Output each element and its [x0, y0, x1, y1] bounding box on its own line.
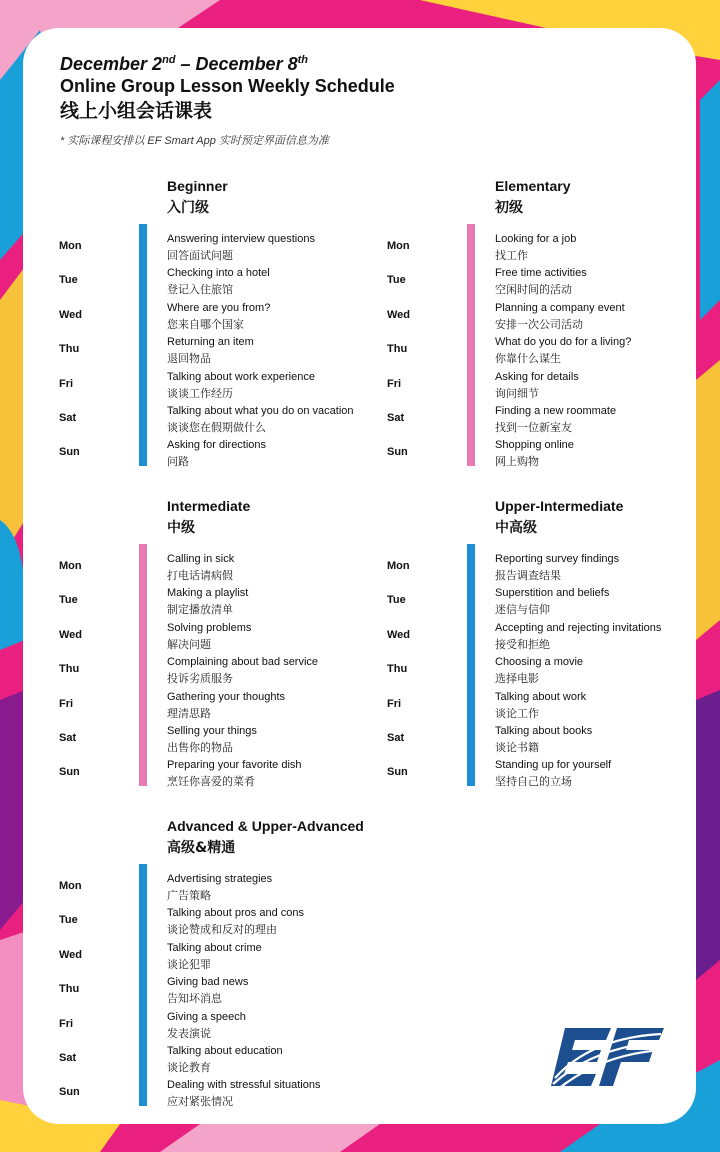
lesson-title-cn: 烹饪你喜爱的菜肴 — [167, 775, 255, 789]
day-label: Sat — [387, 732, 405, 744]
day-label: Mon — [59, 880, 82, 892]
day-label: Sat — [59, 412, 77, 424]
lesson-title-cn: 广告策略 — [167, 889, 211, 902]
schedule-card — [23, 28, 696, 1124]
day-label: Thu — [387, 663, 408, 676]
lesson-title: Talking about what you do on vacation — [167, 405, 354, 417]
lesson-title-cn: 退回物品 — [167, 352, 211, 366]
page-title: Online Group Lesson Weekly Schedule — [60, 76, 395, 96]
day-label: Thu — [387, 343, 408, 356]
level-title-cn: 初级 — [495, 200, 523, 216]
lesson-title-cn: 迷信与信仰 — [495, 603, 550, 617]
lesson-title: Advertising strategies — [167, 873, 273, 885]
lesson-row — [387, 553, 696, 587]
lesson-row — [59, 759, 379, 793]
lesson-title-cn: 打电话请病假 — [167, 569, 233, 582]
lesson-title-cn: 网上购物 — [495, 455, 539, 469]
lesson-title: Complaining about bad service — [167, 656, 319, 669]
lesson-row — [59, 405, 379, 439]
lesson-title-cn: 告知坏消息 — [167, 992, 222, 1006]
lesson-title: Looking for a job — [495, 233, 577, 245]
lesson-title: Talking about work — [495, 690, 587, 703]
level-title: Upper-Intermediate — [495, 498, 624, 514]
lesson-title: Talking about books — [495, 725, 593, 737]
day-label: Thu — [59, 343, 80, 356]
lesson-title-cn: 谈论书籍 — [495, 741, 539, 754]
lesson-row — [59, 725, 379, 759]
day-label: Sun — [59, 1086, 80, 1099]
lesson-title-cn: 理清思路 — [167, 706, 211, 720]
level-title-cn: 中级 — [167, 520, 195, 536]
lesson-title: Finding a new roommate — [495, 405, 617, 417]
lesson-title-cn: 投诉劣质服务 — [167, 672, 233, 686]
day-label: Sat — [59, 732, 77, 744]
lesson-row — [387, 439, 696, 473]
lesson-title-cn: 谈谈工作经历 — [167, 386, 233, 400]
day-label: Mon — [59, 560, 82, 572]
lesson-title-cn: 谈论工作 — [495, 706, 539, 720]
lesson-title: Selling your things — [167, 725, 257, 737]
level-title-cn: 高级&精通 — [167, 840, 236, 856]
lesson-title: Talking about work experience — [167, 370, 315, 383]
level-title: Beginner — [167, 178, 228, 194]
lesson-row — [59, 553, 379, 587]
lesson-row — [59, 302, 379, 336]
day-label: Wed — [387, 308, 411, 321]
day-label: Sat — [59, 1052, 77, 1064]
level-title-cn: 入门级 — [167, 200, 209, 216]
lesson-row — [387, 267, 696, 301]
lesson-row — [59, 907, 379, 941]
day-label: Tue — [59, 914, 78, 927]
lesson-title-cn: 空闲时间的活动 — [495, 283, 572, 297]
lesson-title: Making a playlist — [167, 587, 249, 600]
day-label: Sun — [59, 446, 80, 459]
lesson-title: Free time activities — [495, 267, 587, 280]
level-title: Intermediate — [167, 498, 251, 514]
lesson-row — [59, 873, 379, 907]
lesson-title: Calling in sick — [167, 553, 235, 565]
lesson-row — [59, 976, 379, 1010]
lesson-title: Superstition and beliefs — [495, 587, 610, 600]
lesson-title: Preparing your favorite dish — [167, 759, 302, 772]
lesson-row — [387, 691, 696, 725]
lesson-title-cn: 谈论教育 — [167, 1061, 211, 1074]
day-label: Wed — [59, 948, 83, 961]
lesson-title: Talking about crime — [167, 941, 262, 954]
day-label: Sun — [59, 766, 80, 779]
lesson-row — [387, 587, 696, 621]
lesson-title-cn: 接受和拒绝 — [495, 637, 550, 651]
lesson-title-cn: 登记入住旅馆 — [167, 283, 233, 297]
day-label: Sun — [387, 446, 408, 459]
lesson-row — [59, 622, 379, 656]
day-label: Tue — [387, 274, 406, 287]
day-label: Tue — [59, 274, 78, 287]
page-title-cn: 线上小组会话课表 — [60, 100, 213, 122]
lesson-title-cn: 解决问题 — [167, 637, 211, 651]
level-title: Elementary — [495, 178, 571, 194]
lesson-title-cn: 发表演说 — [167, 1026, 211, 1040]
day-label: Mon — [387, 240, 410, 252]
lesson-title: Asking for details — [495, 370, 579, 383]
lesson-row — [59, 1079, 379, 1113]
level-title: Advanced & Upper-Advanced — [167, 818, 364, 834]
ef-logo-icon — [551, 1028, 664, 1096]
lesson-title: Accepting and rejecting invitations — [495, 621, 662, 634]
lesson-title-cn: 找到一位新室友 — [495, 421, 572, 434]
date-range: December 2nd – December 8th — [60, 54, 308, 74]
lesson-title: Checking into a hotel — [167, 267, 270, 280]
lesson-row — [59, 942, 379, 976]
lesson-row — [59, 233, 379, 267]
lesson-title: Giving a speech — [167, 1010, 246, 1023]
lesson-title-cn: 制定播放清单 — [167, 603, 233, 617]
lesson-title: Giving bad news — [167, 976, 249, 989]
lesson-row — [387, 371, 696, 405]
day-label: Thu — [59, 983, 80, 996]
lesson-row — [387, 725, 696, 759]
day-label: Sun — [387, 766, 408, 779]
lesson-title: Standing up for yourself — [495, 759, 612, 772]
lesson-title-cn: 询问细节 — [495, 386, 539, 400]
lesson-title-cn: 应对紧张情况 — [167, 1095, 233, 1109]
lesson-title: Talking about pros and cons — [167, 907, 304, 920]
day-label: Fri — [59, 377, 74, 390]
lesson-row — [59, 336, 379, 370]
day-label: Sat — [387, 412, 405, 424]
lesson-title-cn: 坚持自己的立场 — [495, 775, 572, 789]
lesson-row — [387, 233, 696, 267]
lesson-row — [59, 1011, 379, 1045]
day-label: Fri — [387, 697, 402, 710]
day-label: Fri — [59, 1017, 74, 1030]
lesson-title: Talking about education — [167, 1045, 283, 1057]
lesson-row — [387, 405, 696, 439]
lesson-row — [59, 1045, 379, 1079]
lesson-title-cn: 选择电影 — [495, 672, 539, 686]
disclaimer-note: * 实际课程安排以 EF Smart App 实时预定界面信息为准 — [60, 135, 329, 147]
day-label: Tue — [387, 594, 406, 607]
lesson-row — [59, 691, 379, 725]
lesson-title: Solving problems — [167, 621, 252, 634]
lesson-title-cn: 你靠什么谋生 — [495, 352, 561, 366]
day-label: Mon — [387, 560, 410, 572]
lesson-row — [59, 439, 379, 473]
lesson-title: Returning an item — [167, 336, 254, 349]
lesson-title-cn: 您来自哪个国家 — [167, 317, 244, 331]
lesson-row — [387, 759, 696, 793]
lesson-title-cn: 回答面试问题 — [167, 249, 233, 262]
lesson-title-cn: 谈论赞成和反对的理由 — [167, 923, 277, 937]
lesson-row — [59, 267, 379, 301]
lesson-title: Asking for directions — [167, 439, 267, 452]
day-label: Tue — [59, 594, 78, 607]
lesson-title-cn: 出售你的物品 — [167, 741, 233, 754]
lesson-title: Reporting survey findings — [495, 553, 620, 565]
lesson-row — [387, 622, 696, 656]
lesson-title-cn: 报告调查结果 — [495, 569, 561, 582]
lesson-row — [387, 336, 696, 370]
lesson-row — [387, 656, 696, 690]
lesson-row — [59, 371, 379, 405]
lesson-title-cn: 找工作 — [495, 249, 528, 262]
lesson-title-cn: 安排一次公司活动 — [495, 317, 583, 331]
day-label: Wed — [59, 628, 83, 641]
day-label: Wed — [59, 308, 83, 321]
lesson-title: Shopping online — [495, 439, 574, 452]
lesson-row — [59, 587, 379, 621]
day-label: Mon — [59, 240, 82, 252]
lesson-title: Where are you from? — [167, 301, 271, 314]
lesson-title: What do you do for a living? — [495, 336, 632, 349]
lesson-title-cn: 谈谈您在假期做什么 — [167, 421, 266, 434]
lesson-title: Choosing a movie — [495, 656, 584, 669]
lesson-title: Planning a company event — [495, 301, 625, 314]
lesson-title: Dealing with stressful situations — [167, 1079, 321, 1092]
lesson-title-cn: 问路 — [167, 455, 189, 469]
day-label: Wed — [387, 628, 411, 641]
lesson-title: Answering interview questions — [167, 233, 315, 245]
day-label: Thu — [59, 663, 80, 676]
day-label: Fri — [59, 697, 74, 710]
lesson-title-cn: 谈论犯罪 — [167, 957, 211, 971]
day-label: Fri — [387, 377, 402, 390]
lesson-title: Gathering your thoughts — [167, 690, 286, 703]
lesson-row — [387, 302, 696, 336]
lesson-row — [59, 656, 379, 690]
level-title-cn: 中高级 — [495, 520, 537, 536]
